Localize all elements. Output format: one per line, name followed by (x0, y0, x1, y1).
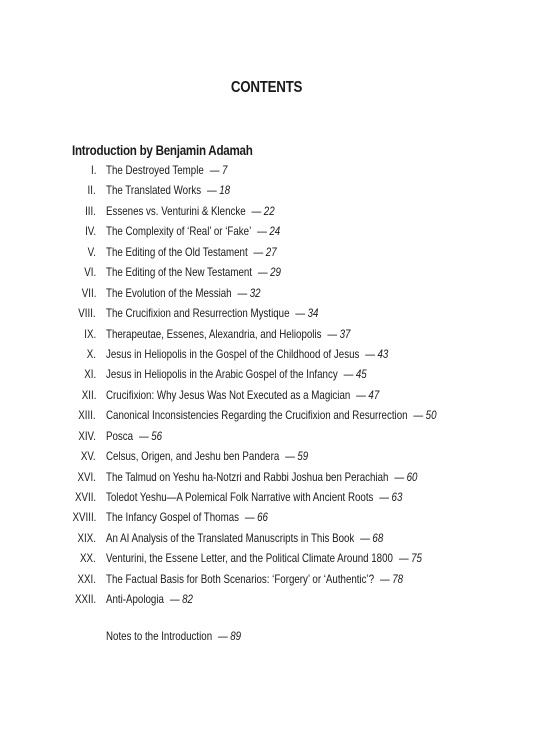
chapter-entry-text (106, 529, 383, 549)
chapter-dash: — (244, 511, 255, 525)
chapter-page-number: 60 (406, 470, 418, 484)
chapter-number: XIX. (77, 531, 96, 545)
chapter-title: Venturini, the Essene Letter, and the Political Climate Around 1800 (106, 552, 393, 566)
chapter-title: The Infancy Gospel of Thomas (106, 511, 239, 525)
chapter-page-number: 27 (265, 245, 277, 259)
chapter-dash: — (257, 266, 268, 280)
chapter-title: The Complexity of ‘Real’ or ‘Fake’ (106, 225, 252, 239)
chapter-entry-text (106, 325, 350, 345)
chapter-number: V. (87, 245, 96, 259)
toc-entry[interactable] (0, 222, 533, 242)
toc-entry[interactable] (0, 243, 533, 263)
toc-entry[interactable] (0, 345, 533, 365)
chapter-number: VI. (84, 266, 96, 280)
chapter-number: XV. (81, 450, 96, 464)
chapter-entry-text (106, 304, 318, 324)
chapter-dash: — (365, 347, 375, 361)
chapter-title: Essenes vs. Venturini & Klencke (106, 204, 246, 218)
chapter-page-number: 50 (425, 409, 437, 423)
chapter-number: I. (90, 164, 96, 177)
toc-entry[interactable] (0, 304, 533, 324)
chapter-title: Toledot Yeshu—A Polemical Folk Narrative with Ancient Roots (106, 491, 374, 504)
chapter-entry-text (106, 468, 417, 488)
chapter-title: Jesus in Heliopolis in the Arabic Gospel of the Infancy (106, 368, 338, 382)
notes-title: Notes to the Introduction (106, 630, 213, 643)
chapter-number: XVII. (74, 491, 96, 504)
chapter-dash: — (356, 388, 366, 402)
introduction-heading: Introduction by Benjamin Adamah (72, 143, 253, 158)
chapter-dash: — (379, 491, 390, 504)
chapter-entry-text (106, 345, 388, 365)
toc-entry[interactable] (0, 570, 533, 590)
chapter-title: The Talmud on Yeshu ha-Notzri and Rabbi Joshua ben Perachiah (106, 470, 389, 484)
chapter-page-number: 59 (297, 450, 309, 464)
chapter-title: The Editing of the New Testament (106, 266, 252, 280)
toc-entry[interactable] (0, 263, 533, 283)
chapter-title: Jesus in Heliopolis in the Gospel of the Childhood of Jesus (106, 347, 360, 361)
toc-entry[interactable] (0, 488, 533, 508)
chapter-title: The Crucifixion and Resurrection Mystique (106, 307, 290, 321)
toc-entry[interactable] (0, 529, 533, 549)
chapter-number: XII. (81, 388, 96, 402)
toc-entry[interactable] (0, 284, 533, 304)
chapter-dash: — (138, 429, 149, 443)
toc-list (0, 161, 533, 611)
chapter-entry-text (106, 263, 281, 283)
toc-entry[interactable] (0, 549, 533, 569)
chapter-entry-text (106, 202, 275, 222)
chapter-dash: — (253, 245, 264, 259)
toc-entry[interactable] (0, 427, 533, 447)
chapter-entry-text (106, 365, 367, 385)
chapter-dash: — (413, 409, 424, 423)
chapter-page-number: 22 (263, 204, 275, 218)
chapter-page-number: 34 (307, 307, 319, 321)
chapter-entry-text (106, 590, 193, 610)
chapter-title: An AI Analysis of the Translated Manuscripts in This Book (106, 531, 355, 545)
chapter-page-number: 66 (257, 511, 268, 525)
chapter-entry-text (106, 427, 162, 447)
chapter-page-number: 32 (249, 286, 261, 300)
chapter-page-number: 82 (182, 593, 193, 607)
chapter-number: IV. (84, 225, 96, 239)
chapter-dash: — (251, 204, 262, 218)
chapter-entry-text (106, 447, 308, 467)
chapter-number: IX. (84, 327, 96, 341)
chapter-page-number: 68 (372, 531, 384, 545)
toc-entry[interactable] (0, 468, 533, 488)
chapter-page-number: 75 (411, 552, 422, 566)
chapter-page-number: 47 (368, 388, 380, 402)
chapter-number: XVIII. (72, 511, 96, 525)
chapter-title: Canonical Inconsistencies Regarding the Crucifixion and Resurrection (106, 409, 408, 423)
chapter-page-number: 18 (219, 184, 231, 198)
toc-entry[interactable] (0, 386, 533, 406)
page-title: CONTENTS (230, 79, 303, 96)
chapter-dash: — (169, 593, 180, 607)
chapter-number: II. (87, 184, 96, 198)
chapter-number: XI. (84, 368, 96, 382)
chapter-entry-text (106, 406, 437, 426)
chapter-page-number: 24 (269, 225, 281, 239)
chapter-page-number: 63 (391, 491, 403, 504)
chapter-number: XX. (80, 552, 96, 566)
chapter-number: XVI. (77, 470, 96, 484)
chapter-entry-text (106, 181, 230, 201)
chapter-title: Posca (106, 429, 134, 443)
toc-entry[interactable] (0, 181, 533, 201)
chapter-dash: — (206, 184, 217, 198)
chapter-entry-text (106, 386, 379, 406)
toc-entry[interactable] (0, 365, 533, 385)
chapter-entry-text (106, 161, 227, 181)
toc-entry[interactable] (0, 406, 533, 426)
chapter-dash: — (394, 470, 405, 484)
chapter-dash: — (237, 286, 248, 300)
chapter-title: The Translated Works (106, 184, 202, 198)
chapter-title: Therapeutae, Essenes, Alexandria, and Heliopolis (106, 327, 322, 341)
toc-entry[interactable] (0, 202, 533, 222)
chapter-dash: — (285, 450, 295, 464)
notes-page-number: 89 (230, 630, 242, 643)
chapter-dash: — (379, 572, 390, 586)
chapter-dash: — (257, 225, 267, 239)
chapter-dash: — (360, 531, 370, 545)
chapter-title: Celsus, Origen, and Jeshu ben Pandera (106, 450, 280, 464)
chapter-page-number: 78 (392, 572, 404, 586)
toc-entry[interactable] (0, 325, 533, 345)
chapter-entry-text (106, 508, 268, 528)
chapter-page-number: 37 (339, 327, 351, 341)
chapter-dash: — (295, 307, 306, 321)
chapter-number: VII. (81, 286, 96, 300)
chapter-entry-text (106, 222, 280, 242)
chapter-number: X. (86, 347, 96, 361)
chapter-entry-text (106, 243, 277, 263)
chapter-dash: — (398, 552, 409, 566)
chapter-number: XXI. (77, 572, 96, 586)
toc-entry[interactable] (0, 161, 533, 181)
chapter-dash: — (327, 327, 338, 341)
chapter-number: III. (85, 204, 96, 218)
toc-entry[interactable] (0, 508, 533, 528)
chapter-entry-text (106, 570, 403, 590)
notes-entry[interactable] (106, 627, 241, 647)
chapter-number: XXII. (74, 593, 96, 607)
chapter-number: XIV. (78, 429, 96, 443)
chapter-entry-text (106, 488, 402, 508)
chapter-title: The Evolution of the Messiah (106, 286, 232, 300)
chapter-dash: — (209, 164, 220, 177)
chapter-page-number: 29 (270, 266, 281, 280)
toc-entry[interactable] (0, 447, 533, 467)
chapter-number: XIII. (78, 409, 96, 423)
chapter-title: Crucifixion: Why Jesus Was Not Executed as a Magician (106, 388, 351, 402)
chapter-page-number: 45 (355, 368, 367, 382)
chapter-page-number: 56 (151, 429, 163, 443)
chapter-title: The Destroyed Temple (106, 164, 204, 177)
chapter-title: The Editing of the Old Testament (106, 245, 248, 259)
chapter-title: Anti-Apologia (106, 593, 164, 607)
chapter-number: VIII. (78, 307, 96, 321)
chapter-page-number: 43 (377, 347, 389, 361)
chapter-page-number: 7 (221, 164, 228, 177)
chapter-entry-text (106, 284, 261, 304)
toc-entry[interactable] (0, 590, 533, 610)
chapter-dash: — (343, 368, 354, 382)
notes-dash: — (217, 630, 228, 643)
chapter-entry-text (106, 549, 422, 569)
chapter-title: The Factual Basis for Both Scenarios: ‘Forgery’ or ‘Authentic’? (106, 572, 375, 586)
